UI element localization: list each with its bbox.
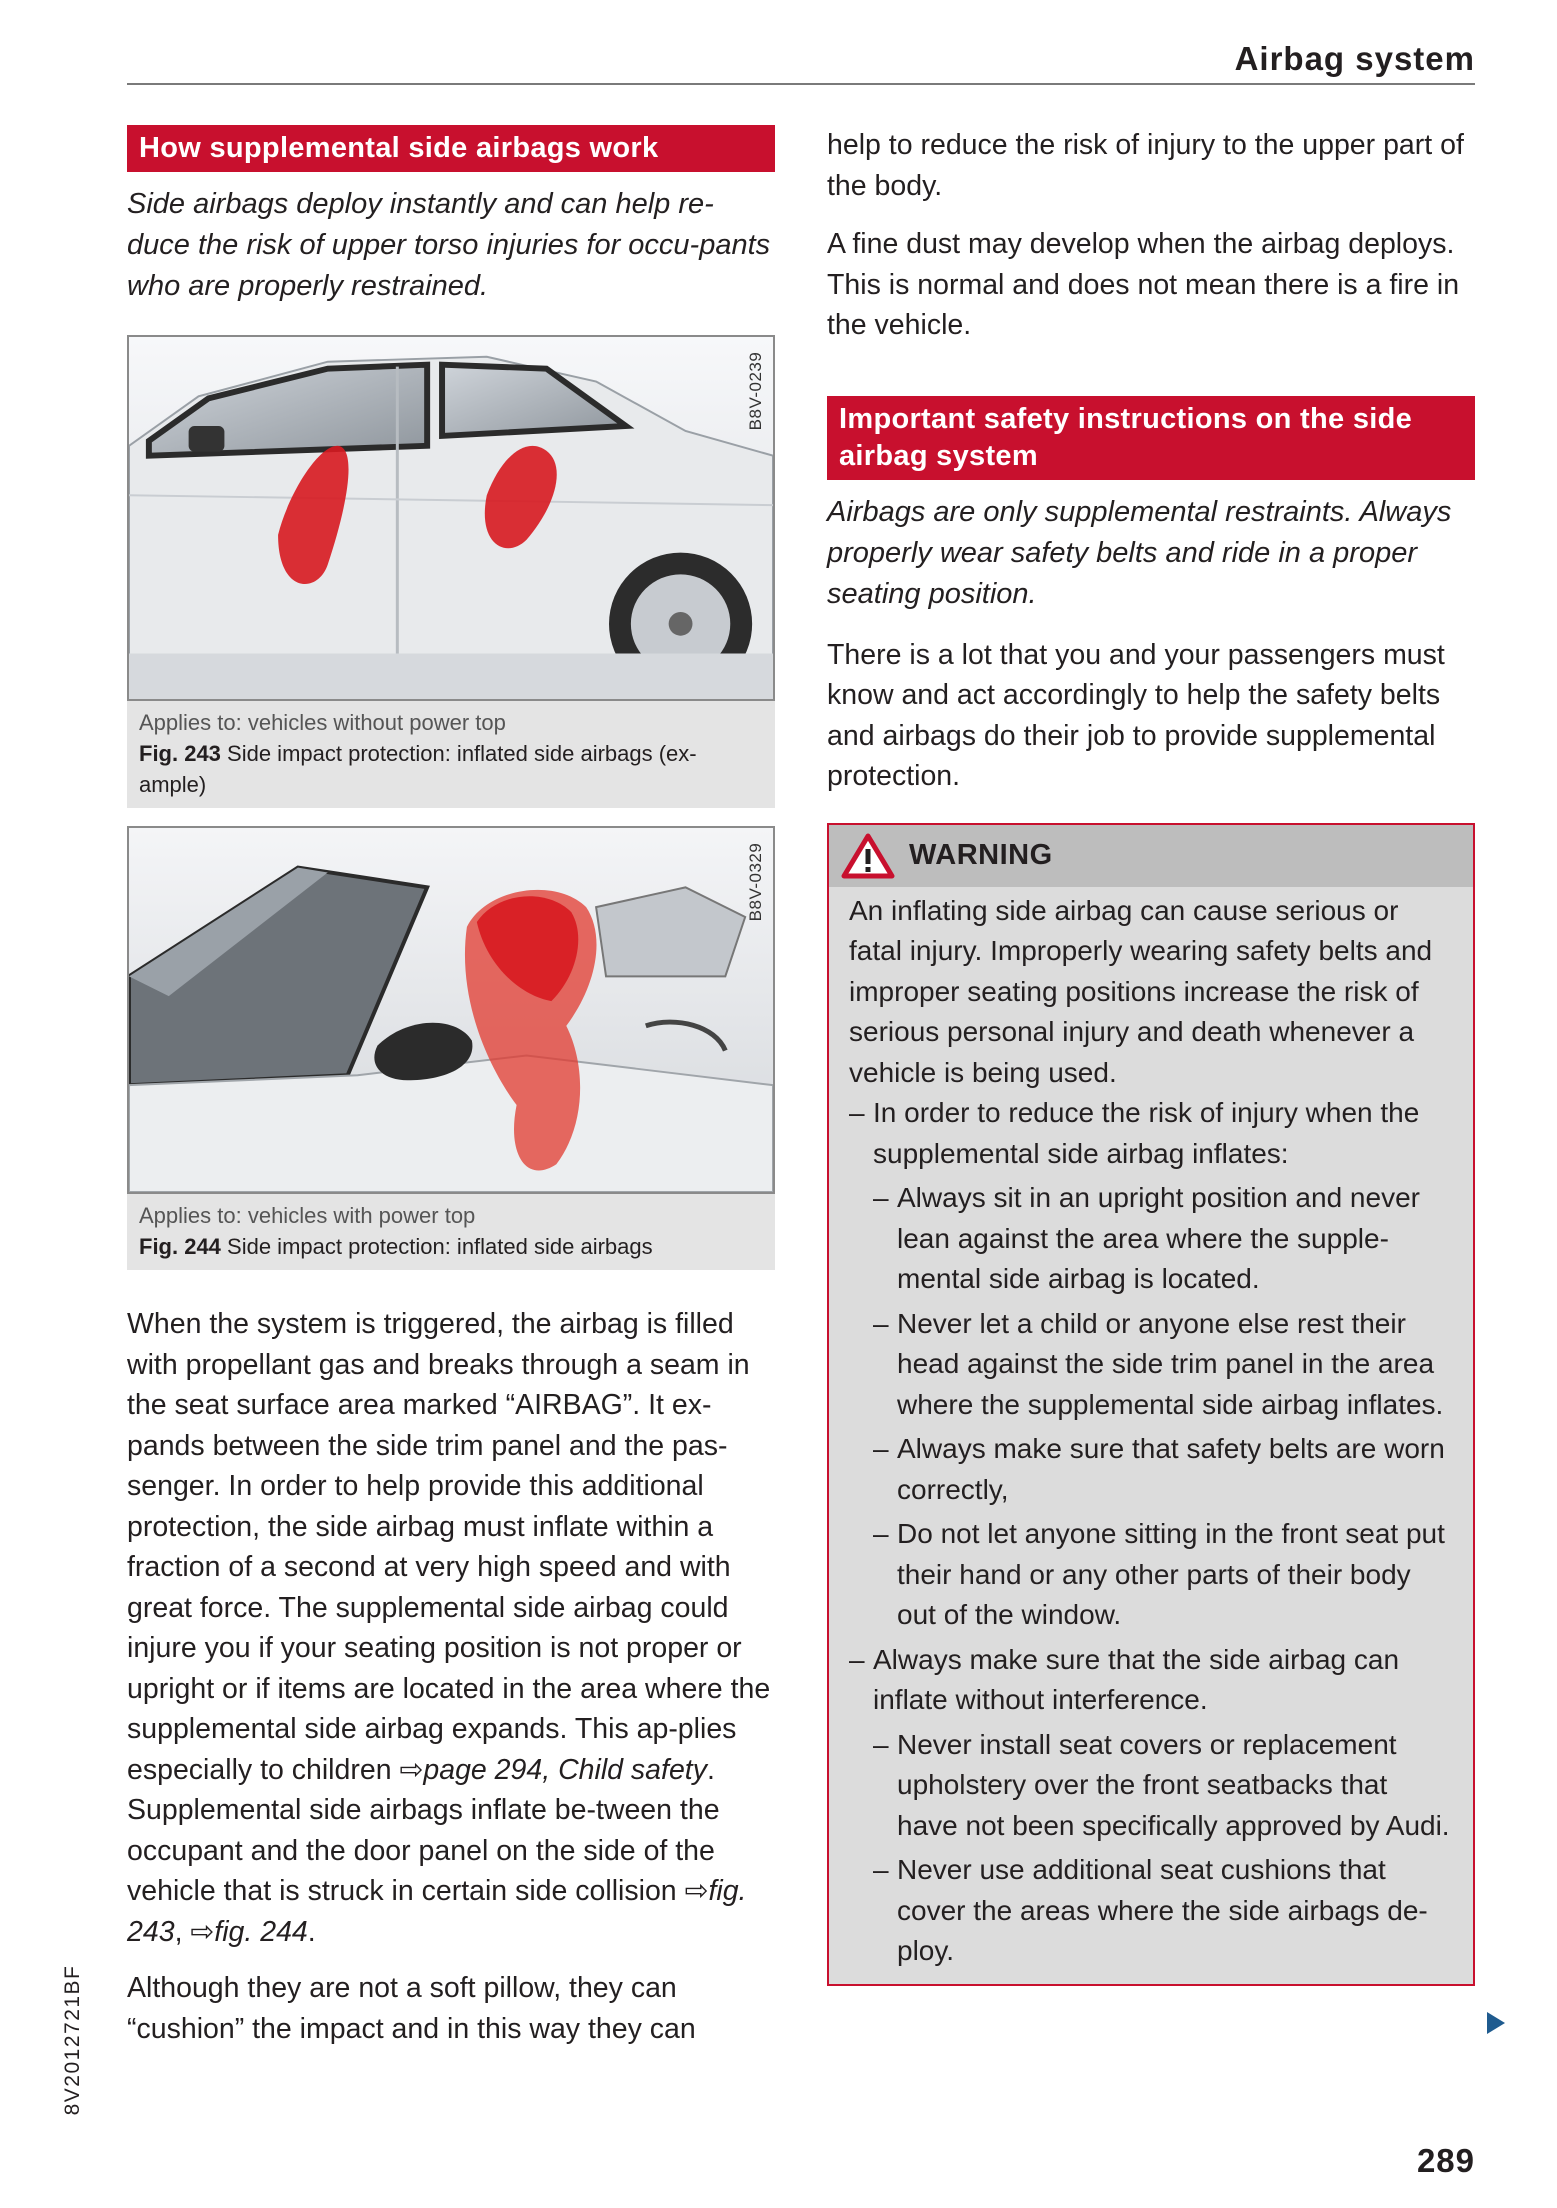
link-child-safety[interactable]: ⇨page 294, Child safety	[399, 1753, 707, 1786]
link-fig-243[interactable]: ⇨fig. 243	[127, 1875, 747, 1948]
convertible-side-airbag-image	[129, 828, 773, 1192]
continue-arrow-icon	[1487, 2012, 1505, 2034]
figure-244-title: Fig. 244 Side impact protection: inflated side airbags	[139, 1234, 653, 1259]
figure-244-applies: Applies to: vehicles with power top	[139, 1203, 476, 1228]
document-code: 8V2012721BF	[61, 1964, 84, 2116]
warning-subitem: – Always sit in an upright position and never lean against the area where the supple-mental side airbag is located.	[873, 1182, 1420, 1294]
figure-243	[127, 335, 775, 808]
figure-243-illustration	[127, 335, 775, 701]
warning-subitem: – Never use additional seat cushions that cover the areas where the side airbags de-ploy.	[873, 1854, 1428, 1966]
figure-243-caption	[127, 701, 775, 808]
warning-item: – Always make sure that the side airbag can inflate without interference.	[849, 1643, 1400, 1715]
section-heading-safety-instructions: Important safety instructions on the side airbag system	[827, 396, 1475, 480]
warning-intro: An inflating side airbag can cause serious or fatal injury. Improperly wearing safety belts and improper seating positions increase the risk of serious personal injury and death whenever a vehicle is being used.	[849, 894, 1433, 1088]
page-header-title: Airbag system	[1234, 40, 1475, 77]
warning-subitem: – Always make sure that safety belts are worn correctly,	[873, 1433, 1445, 1505]
figure-243-applies: Applies to: vehicles without power top	[139, 710, 506, 735]
header-rule	[127, 83, 1475, 85]
figure-243-code: B8V-0239	[746, 351, 765, 431]
link-fig-244[interactable]: ⇨fig. 244	[190, 1915, 308, 1948]
warning-body	[829, 887, 1473, 1984]
left-column	[127, 125, 775, 2049]
section-heading-side-airbags-work: How supplemental side airbags work	[127, 125, 775, 172]
body-paragraph-passengers: There is a lot that you and your passengers must know and act accordingly to help the safety belts and airbags do their job to provide supplemental protection.	[827, 638, 1445, 792]
warning-title: WARNING	[909, 839, 1053, 871]
body-paragraph-fine-dust: A fine dust may develop when the airbag deploys. This is normal and does not mean there is a fire in the vehicle.	[827, 228, 1460, 341]
safety-intro: Airbags are only supplemental restraints. Always properly wear safety belts and ride in a proper seating position.	[827, 495, 1452, 610]
body-paragraph-cushion: Although they are not a soft pillow, they can “cushion” the impact and in this way they can	[127, 1972, 696, 2045]
warning-item: – In order to reduce the risk of injury when the supplemental side airbag inflates:	[849, 1097, 1420, 1169]
warning-triangle-icon	[841, 833, 895, 879]
figure-244-illustration	[127, 826, 775, 1194]
warning-subitem: – Do not let anyone sitting in the front seat put their hand or any other parts of their body out of the window.	[873, 1518, 1445, 1630]
right-column	[827, 125, 1475, 1986]
warning-box	[827, 823, 1475, 1986]
sedan-side-airbag-image	[129, 337, 773, 699]
warning-subitem: – Never let a child or anyone else rest their head against the side trim panel in the area where the supplemental side airbag inflates.	[873, 1307, 1444, 1420]
body-paragraph-deployment: When the system is triggered, the airbag is filled with propellant gas and breaks through a seam in the seat surface area marked “AIRBAG”. It ex-pands between the side trim panel and the pas-senger. In order to help provide this additional protection, the side airbag must inflate within a fraction of a second at very high speed and with great force. The supplemental side airbag could injure you if your seating position is not proper or upright or if items are located in the area where the supplemental side airbag expands. This ap-plies especially to children ⇨page 294, Child safety. Supplemental side airbags inflate be-tween the occupant and the door panel on the side of the vehicle that is struck in certain side collision ⇨fig. 243, ⇨fig. 244.	[127, 1308, 771, 1948]
figure-244-code: B8V-0329	[746, 842, 765, 922]
warning-subitem: – Never install seat covers or replacement upholstery over the front seatbacks that have not been specifically approved by Audi.	[873, 1728, 1450, 1841]
figure-244-caption	[127, 1194, 775, 1270]
page-number: 289	[1416, 2142, 1475, 2179]
figure-244	[127, 826, 775, 1270]
section-intro: Side airbags deploy instantly and can help re-duce the risk of upper torso injuries for occu-pants who are properly restrained.	[127, 188, 771, 302]
warning-header	[829, 825, 1473, 887]
body-paragraph-upper-body: help to reduce the risk of injury to the upper part of the body.	[827, 129, 1464, 202]
figure-243-title: Fig. 243 Side impact protection: inflated side airbags (ex-ample)	[139, 741, 697, 797]
